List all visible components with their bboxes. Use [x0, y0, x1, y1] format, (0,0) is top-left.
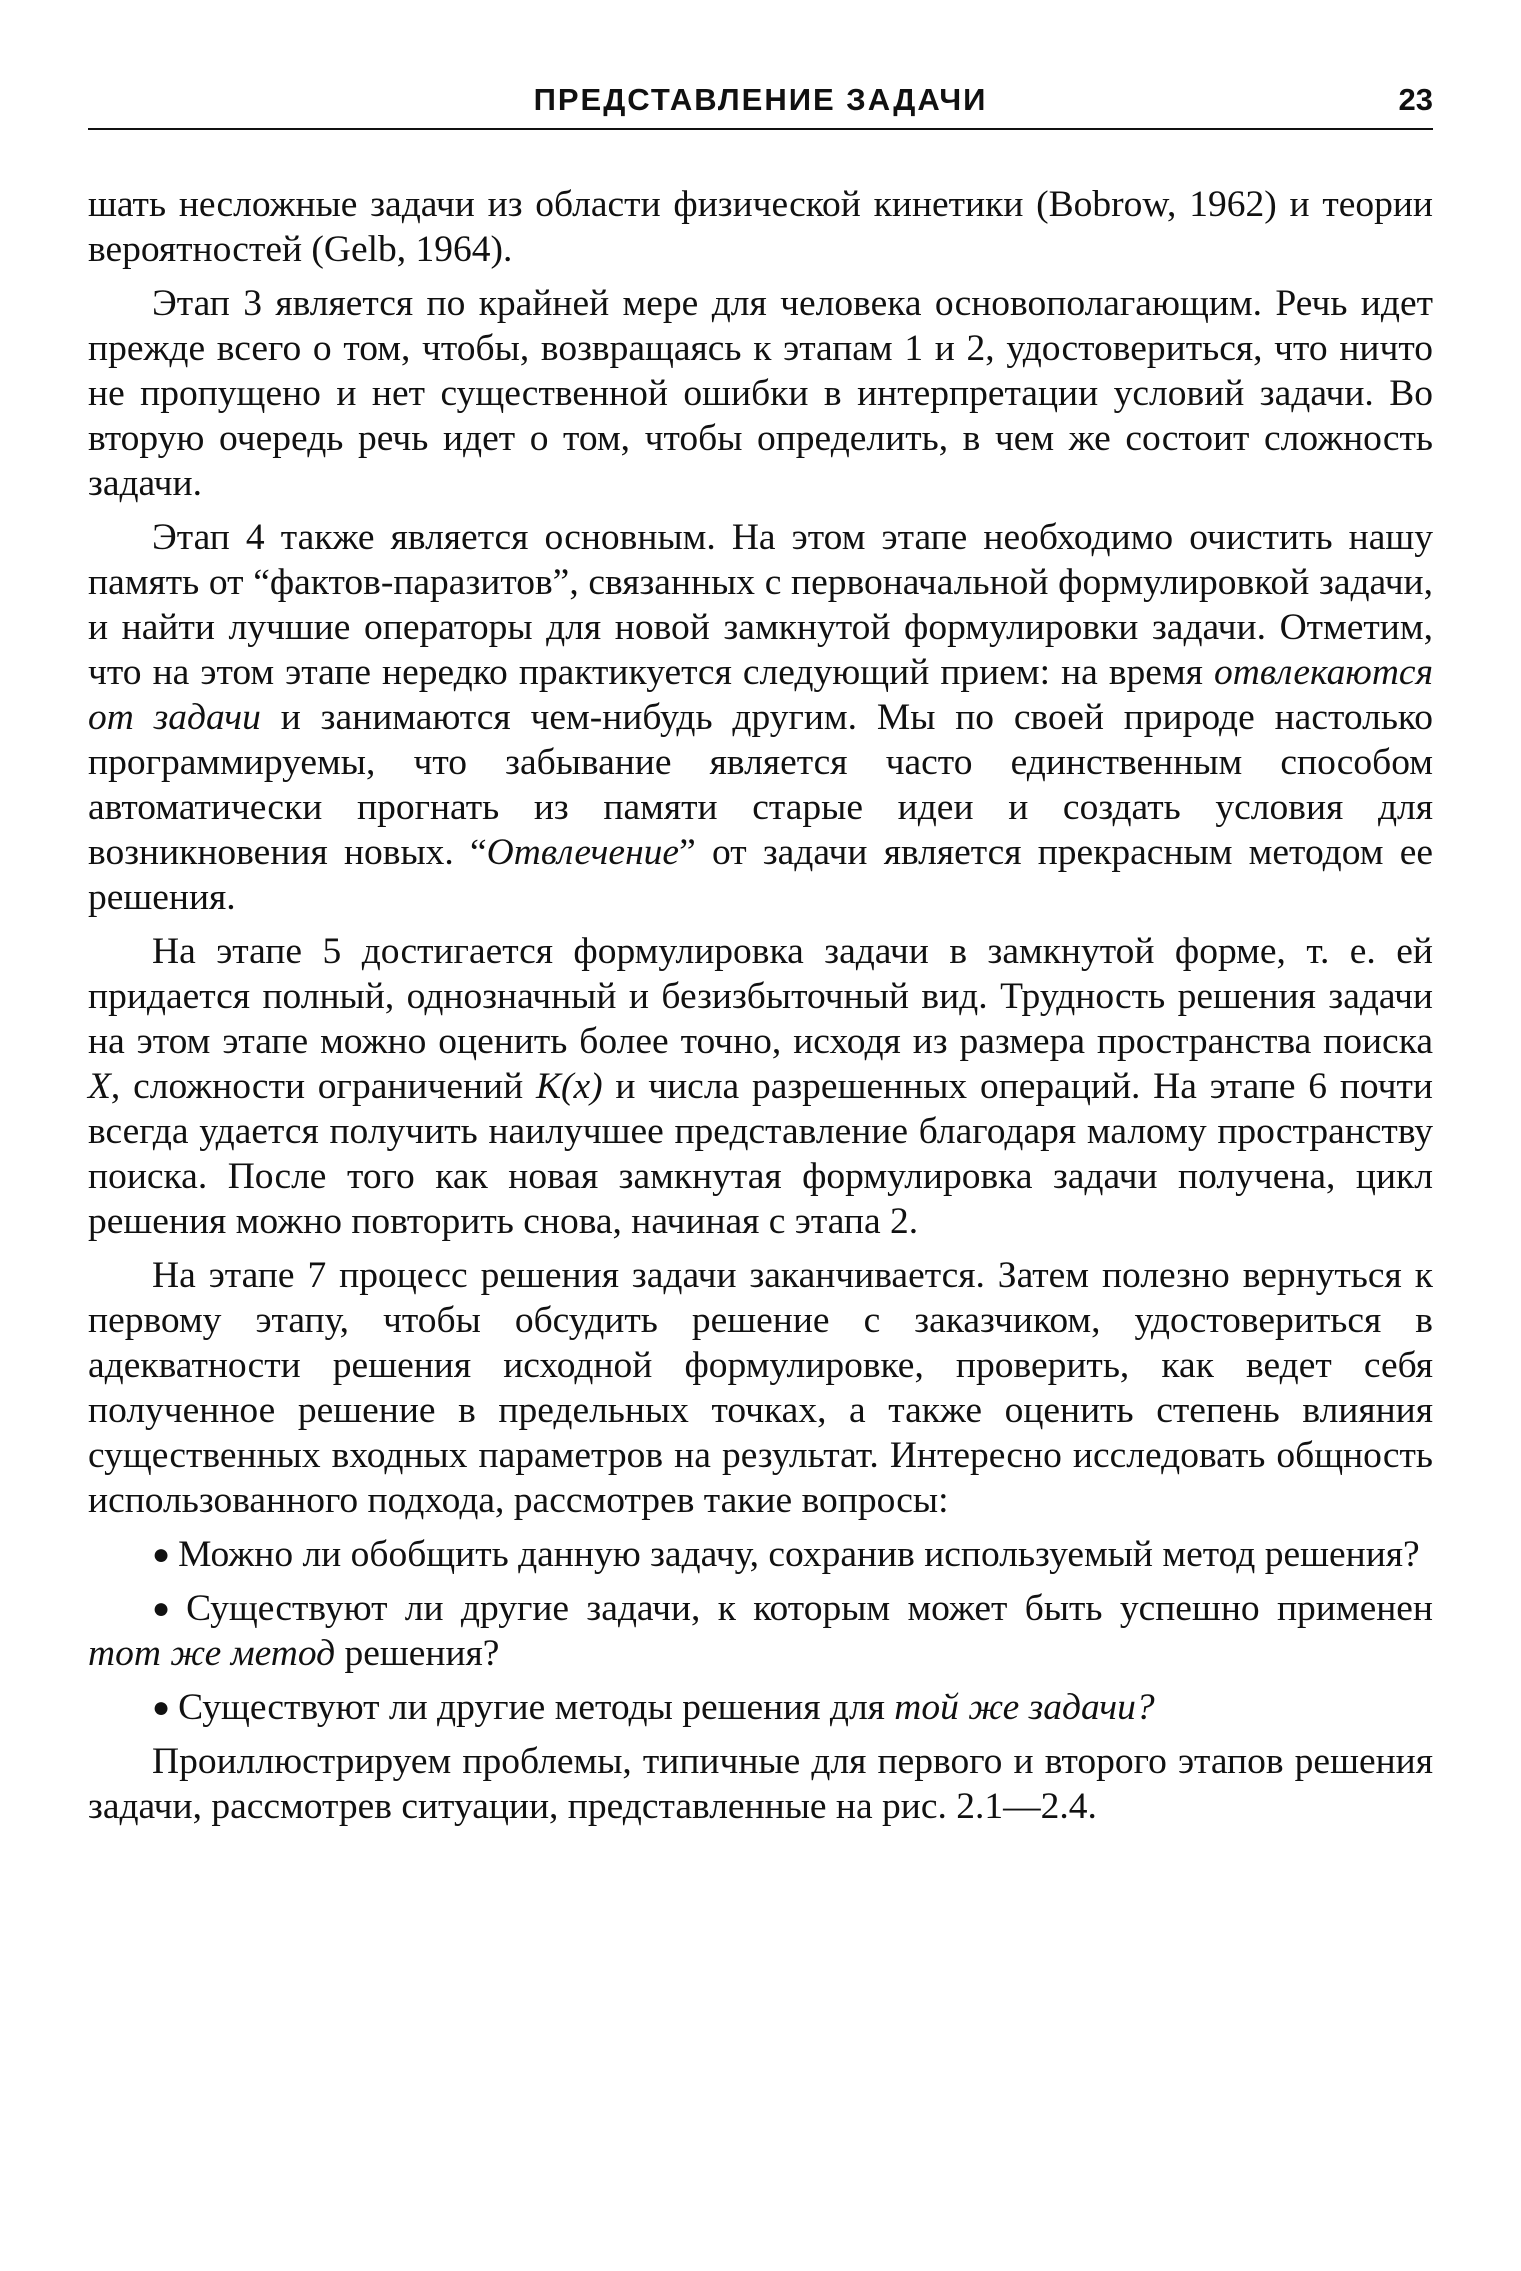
math-x: X [88, 1066, 111, 1107]
list-item: ● Можно ли обобщить данную задачу, сохранив используемый метод решения? [152, 1534, 1420, 1575]
paragraph-stage-4: Этап 4 также является основным. На этом этапе необходимо очистить нашу память от “фактов-паразитов”, связанных с первоначальной формулировкой задачи, и найти лучшие операторы для новой замкнутой формулировки задачи. Отметим, что на этом этапе нередко практикуется следующий прием: на время отвлекаются от задачи и занимаются чем-нибудь другим. Мы по своей природе настолько программируемы, что забывание является часто единственным способом автоматически прогнать из памяти старые идеи и создать условия для возникновения новых. “Отвлечение” от задачи является прекрасным методом ее решения. [88, 517, 1433, 918]
emphasis-distraction: отвлекаются от задачи [88, 652, 1433, 738]
running-title: ПРЕДСТАВЛЕНИЕ ЗАДАЧИ [533, 82, 988, 117]
bullet-icon: ● [152, 1691, 171, 1724]
paragraph-stage-7: На этапе 7 процесс решения задачи заканчивается. Затем полезно вернуться к первому этапу, чтобы обсудить решение с заказчиком, удостовериться в адекватности решения исходной формулировке, проверить, как ведет себя полученное решение в предельных точках, а также оценить степень влияния существенных входных параметров на результат. Интересно исследовать общность использованного подхода, рассмотрев такие вопросы: [88, 1255, 1433, 1521]
emphasis-distraction-quote: Отвлечение [486, 832, 680, 873]
bullet-icon: ● [152, 1538, 171, 1571]
list-item: ● Существуют ли другие методы решения для той же задачи? [152, 1687, 1155, 1728]
page-number: 23 [1398, 82, 1433, 117]
running-header [88, 72, 1433, 130]
paragraph-illustration: Проиллюстрируем проблемы, типичные для первого и второго этапов решения задачи, рассмотрев ситуации, представленные на рис. 2.1—2.4. [88, 1741, 1433, 1827]
bullet-icon: ● [152, 1592, 179, 1625]
paragraph-continued: шать несложные задачи из области физической кинетики (Bobrow, 1962) и теории вероятностей (Gelb, 1964). [88, 184, 1433, 270]
paragraph-stage-3: Этап 3 является по крайней мере для человека основополагающим. Речь идет прежде всего о том, чтобы, возвращаясь к этапам 1 и 2, удостовериться, что ничто не пропущено и нет существенной ошибки в интерпретации условий задачи. Во вторую очередь речь идет о том, чтобы определить, в чем же состоит сложность задачи. [88, 283, 1433, 504]
page-body [88, 182, 1433, 1838]
list-item: ● Существуют ли другие задачи, к которым может быть успешно применен тот же метод решения? [88, 1588, 1433, 1674]
paragraph-stage-5-6: На этапе 5 достигается формулировка задачи в замкнутой форме, т. е. ей придается полный, однозначный и безизбыточный вид. Трудность решения задачи на этом этапе можно оценить более точно, исходя из размера пространства поиска X, сложности ограничений K(x) и числа разрешенных операций. На этапе 6 почти всегда удается получить наилучшее представление благодаря малому пространству поиска. После того как новая замкнутая формулировка задачи получена, цикл решения можно повторить снова, начиная с этапа 2. [88, 931, 1433, 1242]
math-kx: K(x) [535, 1066, 603, 1107]
